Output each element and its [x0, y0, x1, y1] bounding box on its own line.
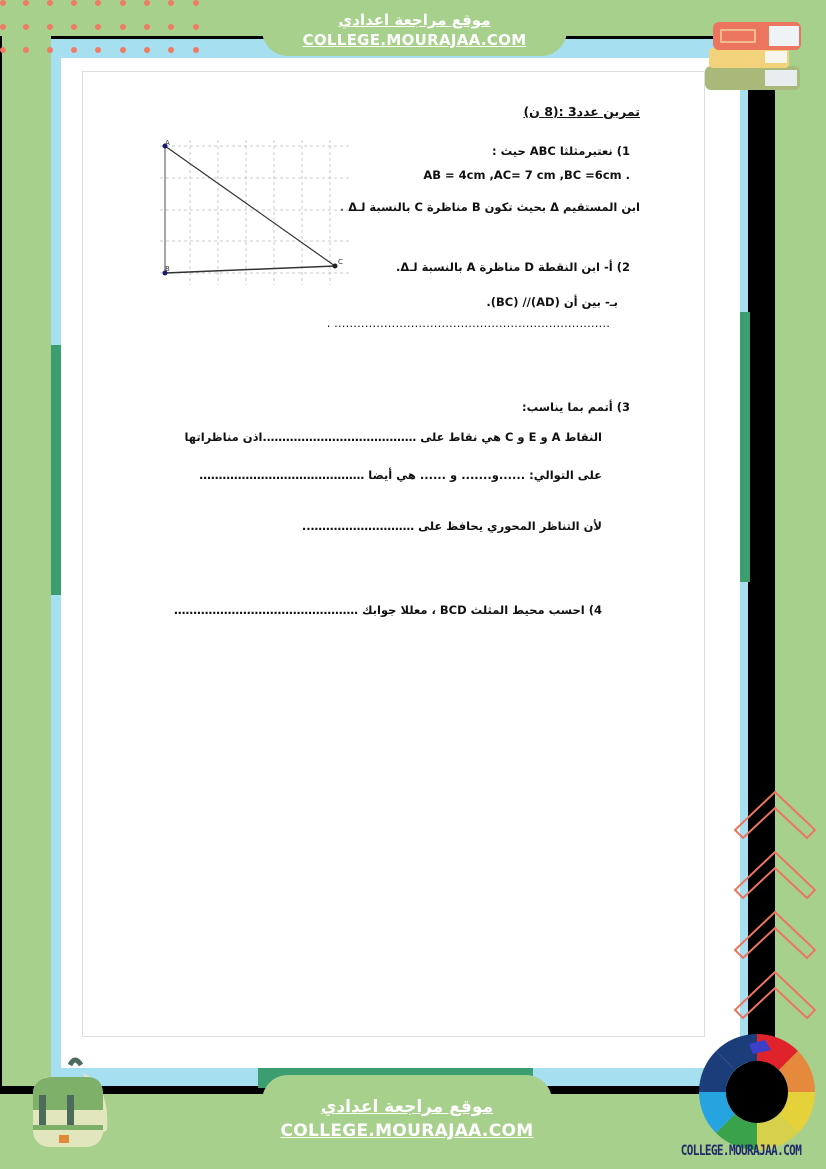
- footer-banner[interactable]: [262, 1075, 552, 1169]
- footer-arabic-title: موقع مراجعة اعدادي: [320, 1097, 494, 1117]
- exercise-title: تمرين عدد3 :(8 ن): [523, 104, 640, 119]
- point-a-label: A: [165, 140, 170, 147]
- q2-answer-line: ……………………………………………………………… .: [326, 316, 610, 330]
- q1-line3: ابن المستقيم Δ بحيث تكون B مناظرة C بالنسبة لـΔ .: [339, 200, 640, 214]
- q3-line1: النقاط A و E و C هي نقاط على ………………………………….اذن مناظراتها: [184, 430, 602, 444]
- q3-line3: لأن التناظر المحوري يحافظ على ………………………..: [301, 519, 602, 533]
- q4-line: 4) احسب محيط المثلث BCD ، معللا جوابك …………………………………………: [174, 603, 602, 617]
- q1-lengths: AB = 4cm ,AC= 7 cm ,BC =6cm .: [423, 168, 630, 182]
- backpack-icon: [15, 1055, 115, 1155]
- q3-line2: على التوالي: ......و....... و ...... هي أيضا …………………………………….: [198, 468, 602, 482]
- q2-part-a: 2) أ- ابن النقطة D مناظرة A بالنسبة لـΔ.: [396, 260, 630, 274]
- chevron-up-decorations: [733, 790, 818, 1030]
- q3-heading: 3) أتمم بما يناسب:: [521, 400, 630, 414]
- triangle-abc-figure: [160, 140, 350, 285]
- footer-site-link[interactable]: COLLEGE.MOURAJAA.COM: [280, 1121, 534, 1141]
- header-arabic-title: موقع مراجعة اعدادي: [338, 11, 491, 29]
- books-stack-icon: [695, 8, 805, 93]
- teal-accent-left: [51, 345, 61, 595]
- header-banner[interactable]: [262, 0, 567, 56]
- point-c-label: C: [338, 258, 343, 266]
- q1-line1: 1) نعتبرمثلثا ABC حيث :: [491, 144, 630, 158]
- point-b-label: B: [165, 265, 170, 273]
- q2-part-b: بـ- بين أن (AD)// (BC).: [486, 295, 618, 309]
- teal-accent-right: [740, 312, 750, 582]
- frame-green-left: [2, 36, 51, 1096]
- logo-site-text[interactable]: COLLEGE.MOURAJAA.COM: [680, 1142, 802, 1159]
- header-site-link[interactable]: COLLEGE.MOURAJAA.COM: [302, 31, 527, 49]
